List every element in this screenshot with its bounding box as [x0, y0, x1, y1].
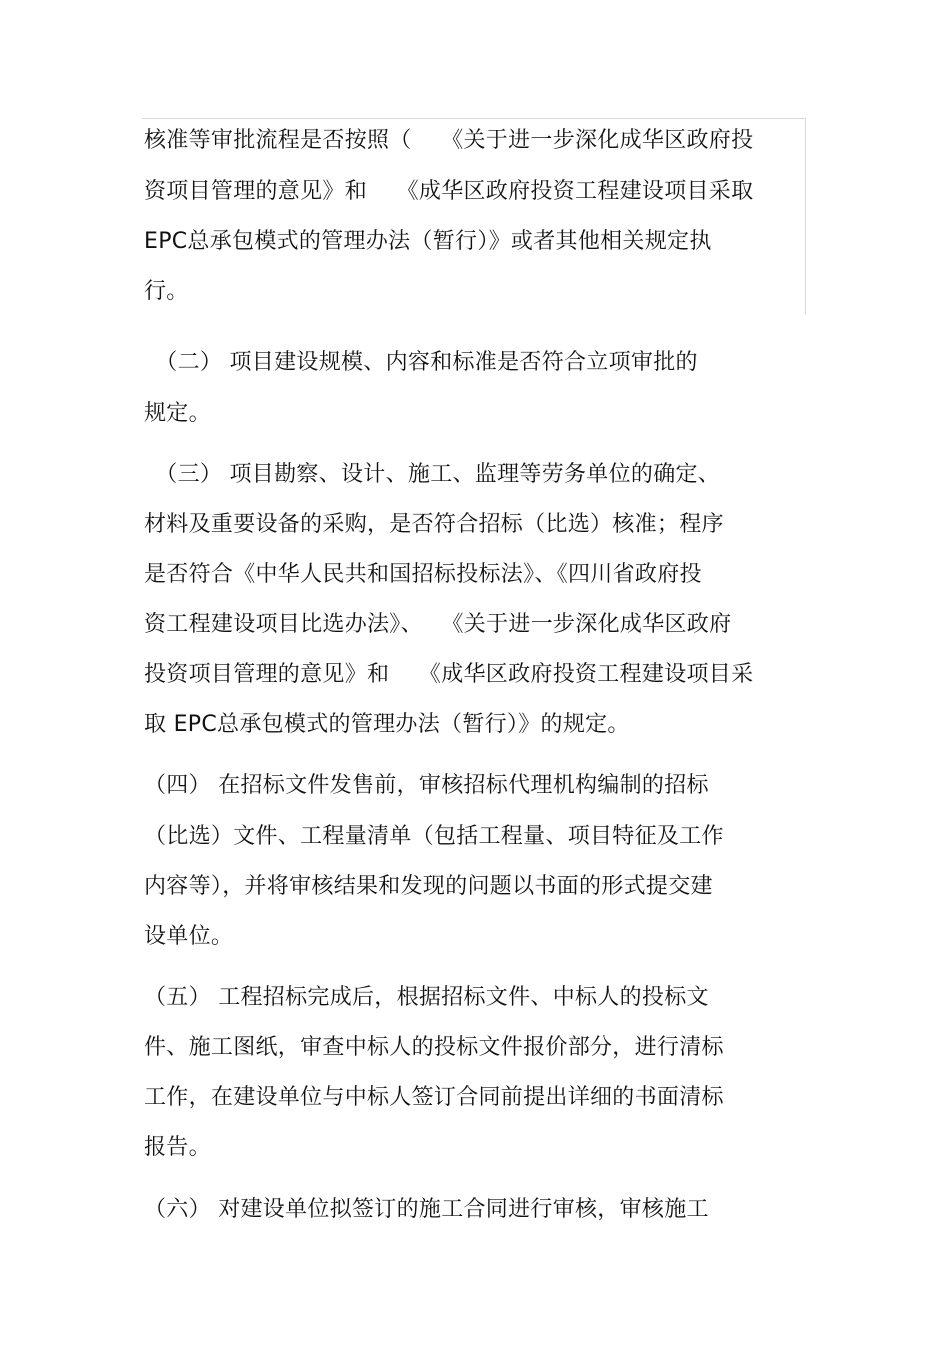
- text-line: 投资项目管理的意见》和 《成华区政府投资工程建设项目采: [144, 662, 754, 687]
- text-line: 报告。: [144, 1135, 211, 1160]
- text-line: （五） 工程招标完成后，根据招标文件、中标人的投标文: [144, 985, 709, 1010]
- text-line: 取 EPC总承包模式的管理办法（暂行）》的规定。: [144, 712, 630, 737]
- text-line: （四） 在招标文件发售前，审核招标代理机构编制的招标: [144, 773, 709, 798]
- text-line: 材料及重要设备的采购，是否符合招标（比选）核准；程序: [144, 512, 724, 537]
- text-line: （比选）文件、工程量清单（包括工程量、项目特征及工作: [144, 824, 724, 849]
- text-line: 核准等审批流程是否按照（ 《关于进一步深化成华区政府投: [144, 128, 754, 153]
- text-line: 行。: [144, 279, 189, 304]
- text-line: （六） 对建设单位拟签订的施工合同进行审核，审核施工: [144, 1197, 709, 1222]
- text-line: 内容等），并将审核结果和发现的问题以书面的形式提交建: [144, 874, 713, 899]
- text-line: EPC总承包模式的管理办法（暂行）》或者其他相关规定执: [144, 229, 712, 254]
- text-line: 件、施工图纸，审查中标人的投标文件报价部分，进行清标: [144, 1035, 724, 1060]
- text-line: 设单位。: [144, 924, 234, 949]
- text-line: （三） 项目勘察、设计、施工、监理等劳务单位的确定、: [144, 462, 721, 487]
- text-line: 资项目管理的意见》和 《成华区政府投资工程建设项目采取: [144, 179, 754, 204]
- text-line: 工作，在建设单位与中标人签订合同前提出详细的书面清标: [144, 1085, 724, 1110]
- text-line: 是否符合《中华人民共和国招标投标法》、《四川省政府投: [144, 562, 702, 587]
- text-line: （二） 项目建设规模、内容和标准是否符合立项审批的: [144, 350, 698, 375]
- text-line: 规定。: [144, 401, 211, 426]
- text-line: 资工程建设项目比选办法》、 《关于进一步深化成华区政府: [144, 612, 732, 637]
